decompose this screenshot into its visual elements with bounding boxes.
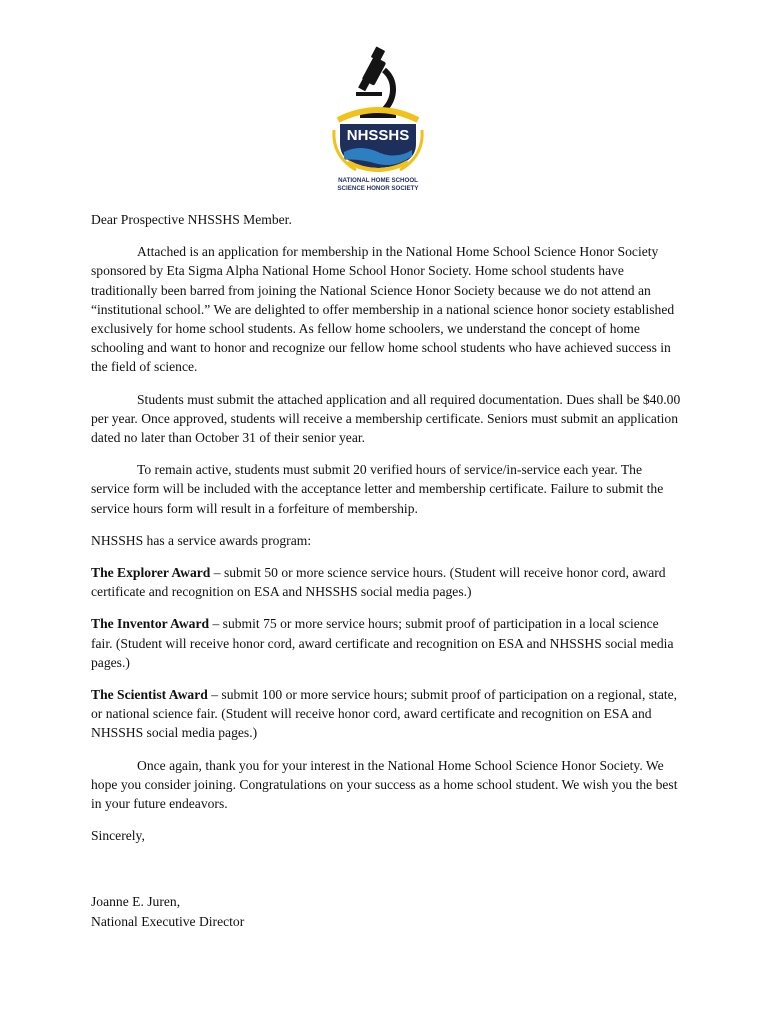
signer-name: Joanne E. Juren, <box>91 894 181 910</box>
signer-title: National Executive Director <box>91 913 245 929</box>
logo-line-1: NATIONAL HOME SCHOOL <box>338 177 418 184</box>
emblem-bowl <box>334 110 422 170</box>
signature-space <box>91 858 681 892</box>
award-title: The Explorer Award <box>91 565 211 581</box>
paragraph-service: To remain active, students must submit 20 verified hours of service/in-service each year. The service form will be included with the acceptance letter and membership certificate. Failure to submit the service hours form will result in a forfeiture of membership. <box>91 462 664 516</box>
award-title: The Inventor Award <box>91 616 210 632</box>
logo-line-2: SCIENCE HONOR SOCIETY <box>337 185 419 192</box>
award-description: – submit 50 or more science service hours. (Student will receive honor cord, award certificate and recognition on ESA and NHSSHS social media pages.) <box>91 565 666 600</box>
award-description: – submit 75 or more service hours; submit proof of participation in a local science fair. (Student will receive honor cord, award certificate and recognition on ESA and NHSSHS social media pages.) <box>91 616 674 670</box>
award-description: – submit 100 or more service hours; submit proof of participation on a regional, state, or national science fair. (Student will receive honor cord, award certificate and recognition on ESA and NHSSHS social media pages.) <box>91 687 678 741</box>
award-explorer <box>91 563 681 601</box>
closing: Sincerely, <box>91 828 145 844</box>
awards-intro: NHSSHS has a service awards program: <box>91 532 312 548</box>
letter-body <box>91 210 681 931</box>
logo-acronym: NHSSHS <box>346 127 410 144</box>
salutation: Dear Prospective NHSSHS Member. <box>91 212 292 227</box>
paragraph-intro: Attached is an application for membership in the National Home School Science Honor Society sponsored by Eta Sigma Alpha National Home School Honor Society. Home school students have traditionally been barred from joining the National Science Honor Society because we do not attend an “institutional school.” We are delighted to offer membership in a national science honor society established exclusively for home school students. As fellow home schoolers, we understand the concept of home schooling and want to honor and recognize our fellow home school students who have achieved success in the field of science. <box>91 244 675 375</box>
paragraph-application: Students must submit the attached application and all required documentation. Dues shall be $40.00 per year. Once approved, students will receive a membership certificate. Seniors must submit an application dated no later than October 31 of their senior year. <box>91 391 681 446</box>
signature-block <box>91 892 681 930</box>
award-scientist <box>91 685 681 743</box>
award-title: The Scientist Award <box>91 687 208 703</box>
award-inventor <box>91 614 681 672</box>
nhsshs-logo <box>326 44 430 194</box>
paragraph-closing: Once again, thank you for your interest in the National Home School Science Honor Society. We hope you consider joining. Congratulations on your success as a home school student. We wish you the best in your future endeavors. <box>91 757 678 812</box>
